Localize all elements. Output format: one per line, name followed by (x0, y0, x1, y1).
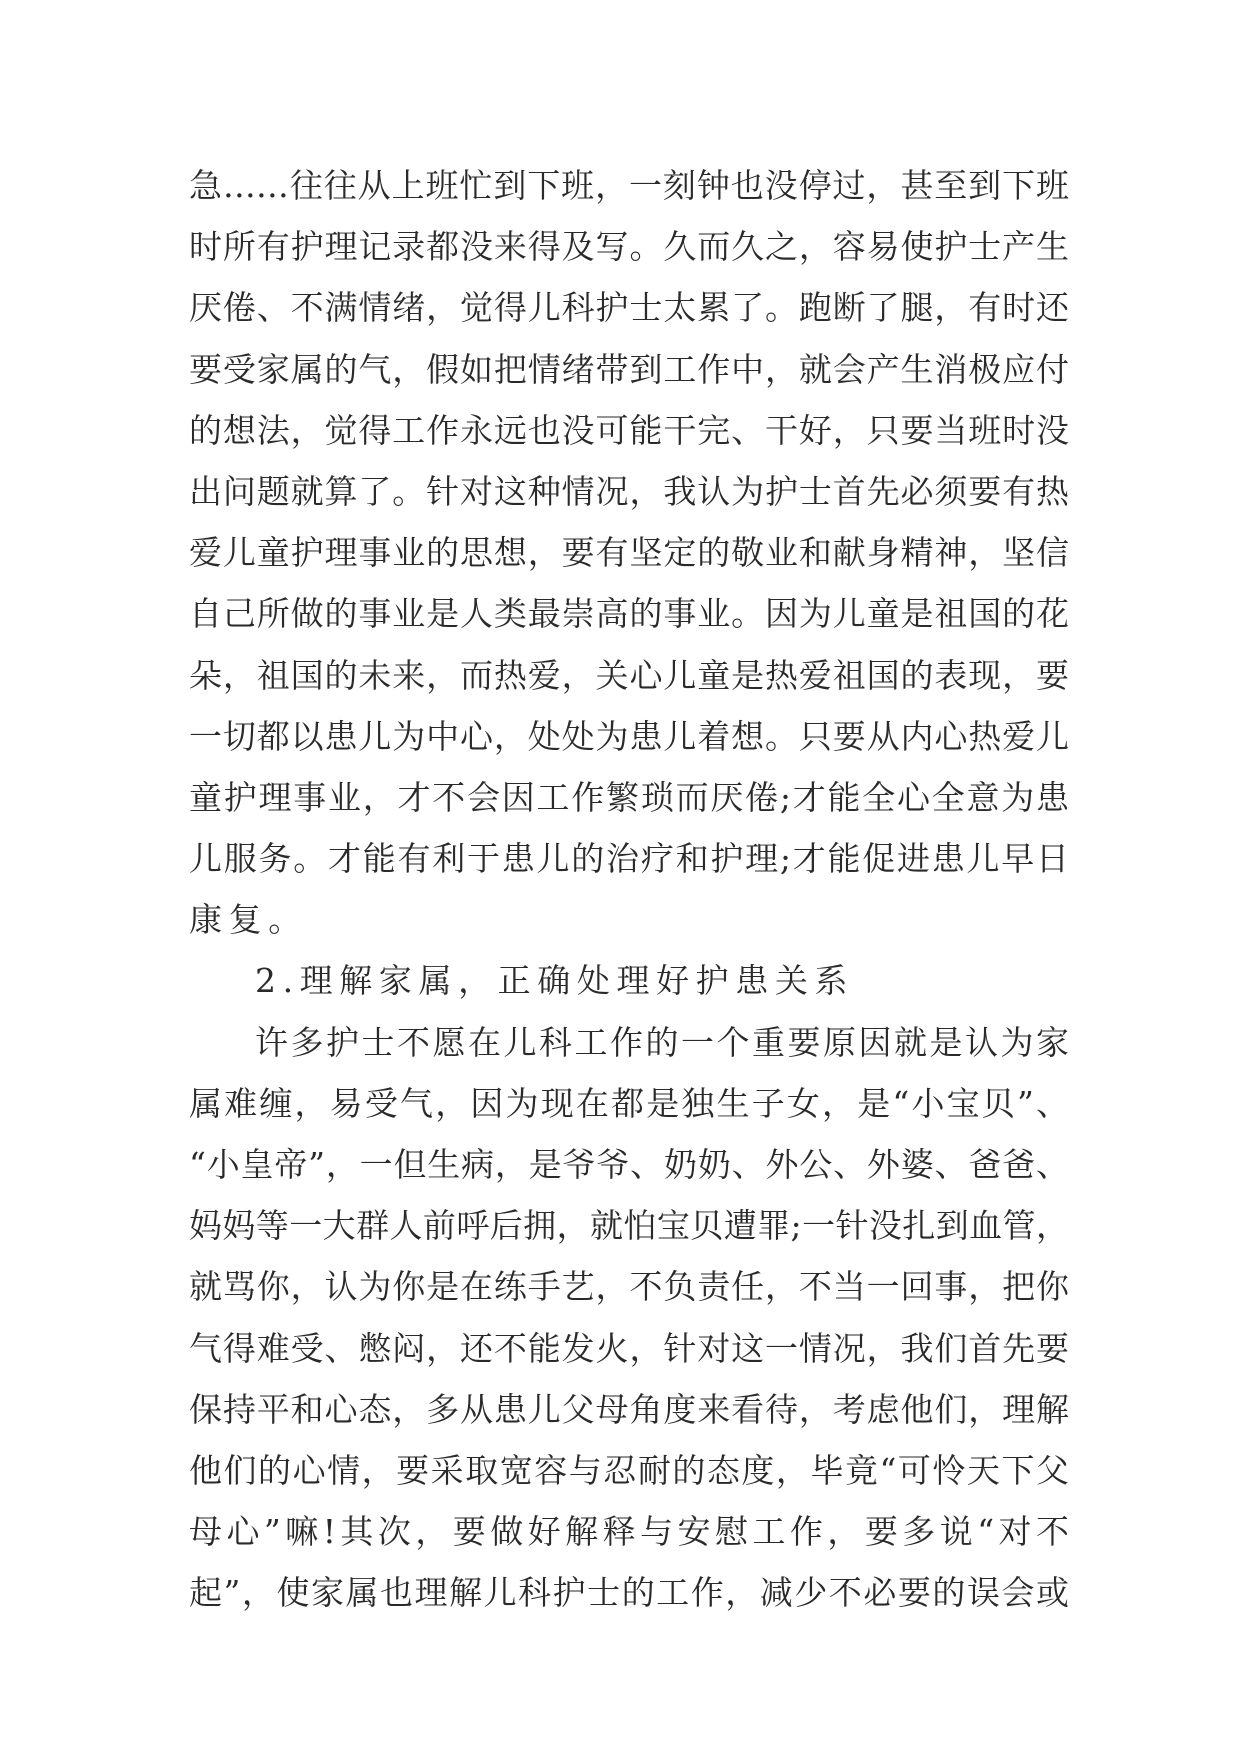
paragraph-line: 朵，祖国的未来，而热爱，关心儿童是热爱祖国的表现，要 (189, 655, 1069, 695)
body-text (189, 155, 1069, 1624)
paragraph-line: 出问题就算了。针对这种情况，我认为护士首先必须要有热 (189, 471, 1069, 511)
paragraph-line: “小皇帝”，一但生病，是爷爷、奶奶、外公、外婆、爸爸、 (189, 1145, 1069, 1184)
paragraph-line: 儿服务。才能有利于患儿的治疗和护理;才能促进患儿早日 (189, 839, 1069, 879)
paragraph-line: 一切都以患儿为中心，处处为患儿着想。只要从内心热爱儿 (189, 716, 1069, 756)
paragraph-line: 自己所做的事业是人类最崇高的事业。因为儿童是祖国的花 (189, 594, 1069, 634)
paragraph-line: 起”，使家属也理解儿科护士的工作，减少不必要的误会或 (189, 1573, 1069, 1613)
paragraph-line: 爱儿童护理事业的思想，要有坚定的敬业和献身精神，坚信 (189, 533, 1069, 573)
paragraph-line: 时所有护理记录都没来得及写。久而久之，容易使护士产生 (189, 227, 1069, 267)
paragraph-line: 的想法，觉得工作永远也没可能干完、干好，只要当班时没 (189, 410, 1069, 450)
section-heading: 2.理解家属，正确处理好护患关系 (255, 961, 855, 1001)
paragraph-line: 母心”嘛!其次，要做好解释与安慰工作，要多说“对不 (189, 1512, 1069, 1552)
paragraph-line: 妈妈等一大群人前呼后拥，就怕宝贝遭罪;一针没扎到血管， (189, 1206, 1069, 1246)
paragraph-line: 属难缠，易受气，因为现在都是独生子女，是“小宝贝”、 (189, 1083, 1069, 1123)
paragraph-line: 康复。 (189, 900, 308, 940)
paragraph-line: 保持平和心态，多从患儿父母角度来看待，考虑他们，理解 (189, 1389, 1069, 1429)
paragraph-line: 厌倦、不满情绪，觉得儿科护士太累了。跑断了腿，有时还 (189, 288, 1069, 328)
paragraph-line: 要受家属的气，假如把情绪带到工作中，就会产生消极应付 (189, 349, 1069, 389)
paragraph-line: 就骂你，认为你是在练手艺，不负责任，不当一回事，把你 (189, 1267, 1069, 1307)
paragraph-line: 气得难受、憋闷，还不能发火，针对这一情况，我们首先要 (189, 1328, 1069, 1368)
paragraph-line: 急……往往从上班忙到下班，一刻钟也没停过，甚至到下班 (189, 166, 1069, 205)
paragraph-line: 他们的心情，要采取宽容与忍耐的态度，毕竟“可怜天下父 (189, 1450, 1069, 1490)
paragraph-line: 童护理事业，才不会因工作繁琐而厌倦;才能全心全意为患 (189, 777, 1069, 817)
paragraph-line: 许多护士不愿在儿科工作的一个重要原因就是认为家 (255, 1022, 1069, 1062)
